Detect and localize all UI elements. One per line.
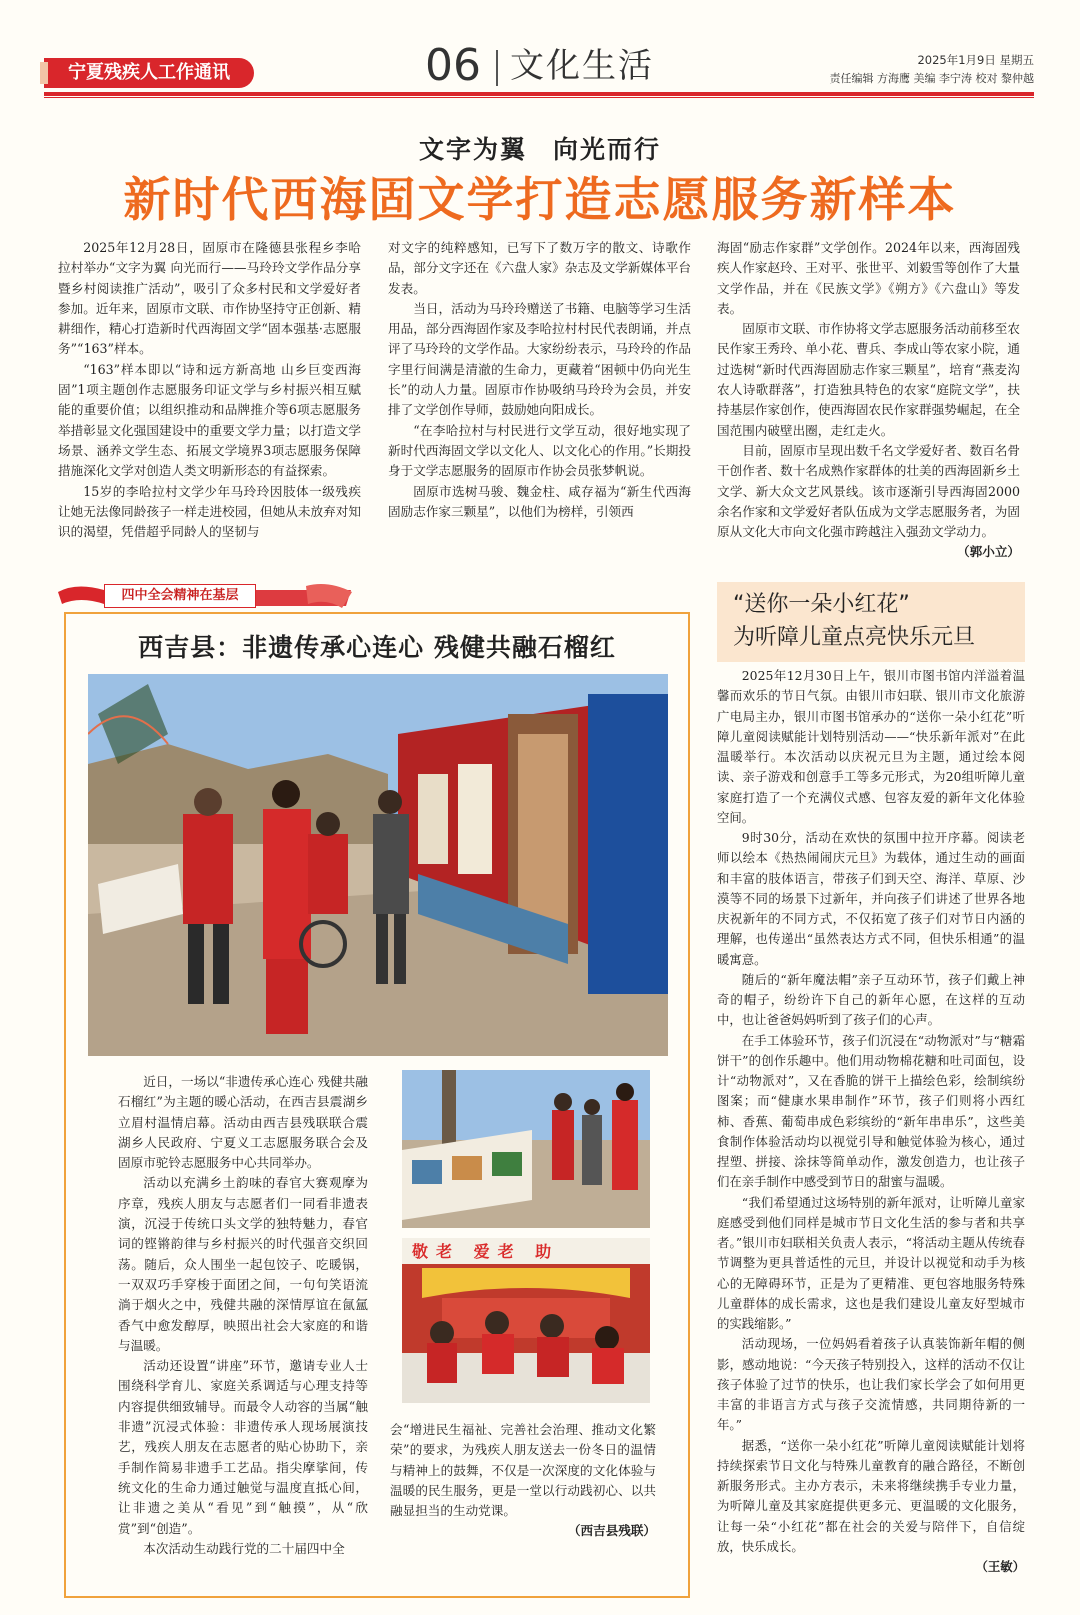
header-rule-thin (44, 97, 1034, 98)
feature-byline: （西吉县残联） (567, 1523, 656, 1539)
right-story-title: “送你一朵小红花” 为听障儿童点亮快乐元旦 (733, 592, 976, 650)
issue-date: 2025年1月9日 星期五 (917, 53, 1034, 67)
feature-title: 西吉县：非遗传承心连心 残健共融石榴红 (138, 633, 616, 662)
feature-column-1: 近日，一场以“非遗传承心连心 残健共融石榴红”为主题的暖心活动，在西吉县震湖乡立眉村温情启幕。活动由西吉县残联联合震湖乡人民政府、宁夏义工志愿服务联合会及固原市驼铃志愿服务中心共同举办。 活动以充满乡土韵味的春官大赛观摩为序章，残疾人朋友与志愿者们一同看非遗表演，沉浸于传统口头文学的独特魅力，春官词的铿锵韵律与乡村振兴的时代强音交织回荡。随后，众人围坐一起包饺子、吃暖锅，一双双巧手穿梭于面团之间，一句句笑语流淌于烟火之中，残健共融的深情厚谊在氤氲香气中愈发醇厚，映照出社会大家庭的和谐与温暖。 活动还设置“讲座”环节，邀请专业人士围绕科学育儿、家庭关系调适与心理支持等内容提供细致辅导。而最令人动容的当属“触非遗”沉浸式体验：非遗传承人现场展演技艺，残疾人朋友在志愿者的贴心协助下，亲手制作简易非遗手工艺品。指尖摩挲间，传统文化的生命力通过触觉与温度直抵心间，让非遗之美从“看见”到“触摸”，从“欣赏”到“创造”。 本次活动生动践行党的二十届四中全 (118, 1074, 368, 1556)
top-story-byline: （郭小立） (957, 544, 1020, 560)
feature-photo-dumplings (402, 1238, 650, 1403)
right-story-column: 2025年12月30日上午，银川市图书馆内洋溢着温馨而欢乐的节日气氛。由银川市妇联、银川市文化旅游广电局主办，银川市图书馆承办的“送你一朵小红花”听障儿童阅读赋能计划特别活动——“快乐新年派对”在此温暖举行。本次活动以庆祝元旦为主题，通过绘本阅读、亲子游戏和创意手工等多元形式，为20组听障儿童家庭打造了一个充满仪式感、包容友爱的新年文化体验空间。 9时30分，活动在欢快的氛围中拉开序幕。阅读老师以绘本《热热闹闹庆元旦》为载体，通过生动的画面和丰富的肢体语言，带孩子们到天空、海洋、草原、沙漠等不同的场景下过新年，并向孩子们讲述了世界各地庆祝新年的不同方式，不仅拓宽了孩子们对节日内涵的理解，也传递出“虽然表达方式不同，但快乐相通”的温暖寓意。 随后的“新年魔法帽”亲子互动环节，孩子们戴上神奇的帽子，纷纷许下自己的新年心愿，在这样的互动中，也让爸爸妈妈听到了孩子们的心声。 在手工体验环节，孩子们沉浸在“动物派对”与“糖霜饼干”的创作乐趣中。他们用动物棉花糖和吐司面包，设计“动物派对”，又在香脆的饼干上描绘色彩，绘制缤纷图案；而“健康水果串制作”环节，孩子们则将小西红柿、香蕉、葡萄串成色彩缤纷的“新年串串乐”，这些美食制作体验活动均以视觉引导和触觉体验为核心，通过捏塑、拼接、涂抹等简单动作，激发创造力，也让孩子们在亲手制作中感受到节日的甜蜜与温暖。 “我们希望通过这场特别的新年派对，让听障儿童家庭感受到他们同样是城市节日文化生活的参与者和共享者。”银川市妇联相关负责人表示，“将活动主题从传统春节调整为更具普适性的元旦，并设计以视觉和动手为核心的无障碍环节，正是为了更精准、更包容地服务特殊儿童群体的成长需求，这也是我们建设儿童友好型城市的实践缩影。” 活动现场，一位妈妈看着孩子认真装饰新年帽的侧影，感动地说：“今天孩子特别投入，这样的活动不仅让孩子体验了过节的快乐，也让我们家长学会了如何用更丰富的非语言方式与孩子交流情感，共同期待新的一年。” 据悉，“送你一朵小红花”听障儿童阅读赋能计划将持续探索节日文化与特殊儿童教育的融合路径，不断创新服务形式。主办方表示，未来将继续携手专业力量，为听障儿童及其家庭提供更多元、更温暖的文化服务，让每一朵“小红花”都在社会的关爱与陪伴下，自信绽放，快乐成长。 （王敏） (717, 666, 1025, 1577)
editor-credits: 责任编辑 方海鹰 美编 李宁涛 校对 黎仲越 (829, 72, 1034, 85)
top-story-headline: 新时代西海固文学打造志愿服务新样本 (123, 173, 957, 228)
top-story-column-1: 2025年12月28日，固原市在隆德县张程乡李哈拉村举办“文字为翼 向光而行——马玲玲文学作品分享暨乡村阅读推广活动”，吸引了众多村民和文学爱好者参加。近年来，固原市文联、市作协坚持守正创新、精耕细作，精心打造新时代西海固文学“固本强基·志愿服务”“163”样本。 “163”样本即以“诗和远方新高地 山乡巨变西海固”1项主题创作志愿服务印证文学与乡村振兴相互赋能的重要价值；以组织推动和品牌推介等6项志愿服务举措彰显文化强国建设中的重要文学力量；以打造文学场景、涵养文学生态、拓展文学境界3项志愿服务保障措施深化文学对创造人类文明新形态的有益探索。 15岁的李哈拉村文学少年马玲玲因肢体一级残疾让她无法像同龄孩子一样走进校园，但她从未放弃对知识的渴望，凭借超乎同龄人的坚韧与 (58, 240, 361, 540)
ribbon-label: 四中全会精神在基层 (104, 584, 256, 608)
header-separator (496, 50, 498, 86)
masthead: 宁夏残疾人工作通讯 (44, 58, 254, 88)
page-number: 06 (425, 40, 481, 91)
banner-text: 敬老 爱老 助 (412, 1242, 560, 1261)
feature-column-2: 会“增进民生福祉、完善社会治理、推动文化繁荣”的要求，为残疾人朋友送去一份冬日的温情与精神上的鼓舞，不仅是一次深度的文化体验与温暖的民生服务，更是一堂以行动践初心、以共融显担当的生动党课。 （西吉县残联） (390, 1420, 656, 1542)
header-rule (44, 92, 1034, 96)
section-title: 文化生活 (510, 46, 654, 86)
feature-photo-exhibit (402, 1070, 650, 1228)
top-story-kicker: 文字为翼 向光而行 (418, 135, 662, 164)
right-story-byline: （王敏） (975, 1559, 1025, 1574)
top-story-column-2: 对文字的纯粹感知，已写下了数万字的散文、诗歌作品，部分文字还在《六盘人家》杂志及文学新媒体平台发表。 当日，活动为马玲玲赠送了书籍、电脑等学习生活用品，部分西海固作家及李哈拉村村民代表朗诵，并点评了马玲玲的文学作品。大家纷纷表示，马玲玲的作品字里行间满是清澈的生命力，更藏着“困顿中仍向光生长”的动人力量。固原市作协吸纳马玲玲为会员，并安排了文学创作导师，鼓励她向阳成长。 “在李哈拉村与村民进行文学互动，很好地实现了新时代西海固文学以文化人、以文化心的作用。”长期投身于文学志愿服务的固原市作协会员张梦帆说。 固原市选树马骏、魏金柱、咸存福为“新生代西海固励志作家三颗星”，以他们为榜样，引领西 (388, 240, 691, 519)
feature-main-photo (88, 674, 668, 1056)
top-story-column-3: 海固“励志作家群”文学创作。2024年以来，西海固残疾人作家赵玲、王对平、张世平、刘毅雪等创作了大量文学作品，并在《民族文学》《朔方》《六盘山》等发表。 固原市文联、市作协将文学志愿服务活动前移至农民作家王秀玲、单小花、曹兵、李成山等农家小院，通过选树“新时代西海固励志作家三颗星”，培育“燕麦沟农人诗歌群落”，打造独具特色的农家“庭院文学”，扶持基层作家创作，使西海固农民作家群强势崛起，在全国范围内破壁出圈，走红走火。 目前，固原市呈现出数千名文学爱好者、数百名骨干创作者、数十名成熟作家群体的壮美的西海固新乡土文学、新大众文艺风景线。该市逐渐引导西海固2000余名作家和文学爱好者队伍成为文学志愿服务者，为固原从文化大市向文化强市跨越注入强劲文学动力。 （郭小立） (717, 238, 1020, 563)
